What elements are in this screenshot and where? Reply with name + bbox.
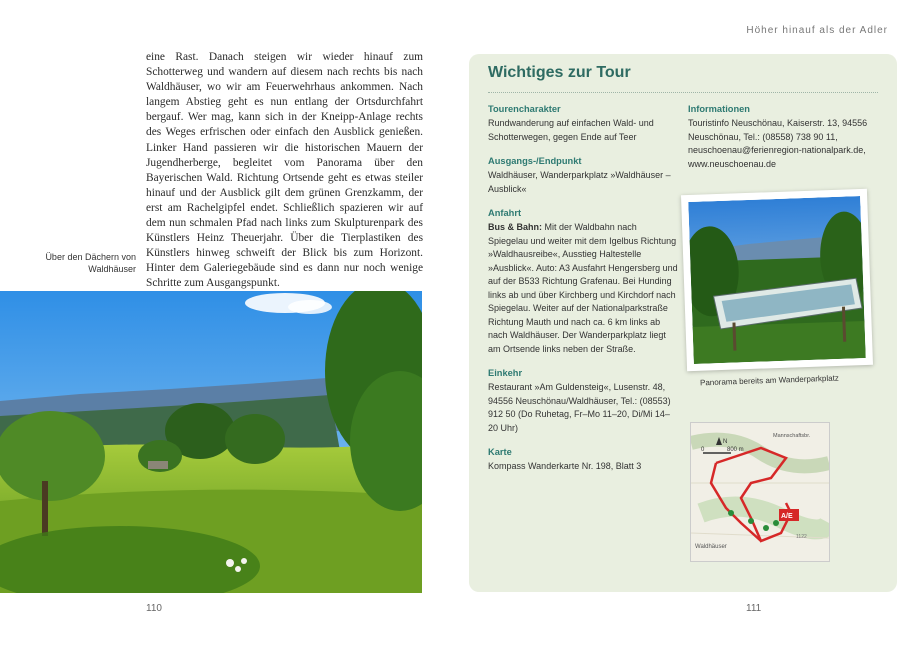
page-number-right: 111	[746, 603, 762, 614]
section-text-informationen: Touristinfo Neuschönau, Kaiserstr. 13, 94556 Neuschönau, Tel.: (08558) 738 90 11, neuschoenau@ferienregion-nationalpark.de, www.neuschoenau.de	[688, 118, 868, 169]
section-heading-karte: Karte	[488, 447, 512, 457]
map-start-marker: A/E	[781, 513, 793, 520]
map-elevation: 1122	[796, 534, 807, 540]
landscape-photo	[0, 291, 422, 593]
panorama-photo-frame	[681, 189, 873, 371]
section-heading-tourencharakter: Tourencharakter	[488, 104, 561, 114]
photo-caption-left: Über den Dächern von Waldhäuser	[45, 252, 136, 274]
map-scale: 800 m	[727, 447, 744, 453]
page-number-left: 110	[146, 603, 162, 614]
section-heading-informationen: Informationen	[688, 104, 750, 114]
info-column-left	[488, 103, 678, 485]
anfahrt-lead: Bus & Bahn:	[488, 222, 542, 232]
info-box-title: Wichtiges zur Tour	[488, 64, 631, 81]
panorama-photo-illustration	[688, 196, 866, 364]
section-heading-ausgangspunkt: Ausgangs-/Endpunkt	[488, 156, 582, 166]
title-divider	[488, 92, 878, 93]
route-map-illustration	[691, 423, 829, 561]
section-heading-einkehr: Einkehr	[488, 368, 523, 378]
section-text-ausgangspunkt: Waldhäuser, Wanderparkplatz »Waldhäuser – Ausblick«	[488, 170, 671, 194]
map-scale-zero: 0	[701, 447, 705, 453]
section-text-anfahrt	[488, 221, 678, 356]
map-place-top: Mannschaftsbr.	[773, 433, 811, 439]
section-text-einkehr: Restaurant »Am Guldensteig«, Lusenstr. 48, 94556 Neuschönau/Waldhäuser, Tel.: (08553) 912 50 (Do Ruhetag, Fr–Mo 11–20, Di/Mi 14–20 Uhr)	[488, 382, 671, 433]
anfahrt-text: Mit der Waldbahn nach Spiegelau und weiter mit dem Igelbus Richtung »Waldhausreibe«, Ausstieg Haltestelle »Ausblick«. Auto: A3 Ausfahrt Hengersberg und auf der B533 Richtung Grafenau. Bei Hunding links ab und über Kirchberg und Kirchdorf nach Spiegelau. Weiter auf der Nationalparkstraße Richtung Mauth und nach ca. 6 km links ab nach Waldhäuser. Der Wanderparkplatz liegt am Ortsende links neben der Straße.	[488, 222, 678, 354]
landscape-photo-illustration	[0, 291, 422, 593]
section-heading-anfahrt: Anfahrt	[488, 208, 522, 218]
body-text: eine Rast. Danach steigen wir wieder hinauf zum Schotterweg und wandern auf diesem nach rechts bis nach Waldhäuser, wo wir am Feuerwehrhaus ankommen. Nach langem Abstieg geht es nun entlang der Ortsdurchfahrt bergauf. Wer mag, kann sich in der Kneipp-Anlage rechts des Weges erfrischen oder einfach den Ausblick genießen. Linker Hand passieren wir die historischen Mauern der Jugendherberge, begleitet vom Panorama über den Bayerischen Wald. Richtung Ortsende geht es etwas steiler hinauf und der Ausblick gilt dem grünen Grenzkamm, der erst am Rachelgipfel endet. Schließlich spazieren wir auf dem nun schmalen Pfad nach links zum Skulpturenpark des Künstlers Heinz Theuerjahr. Über die Tierplastiken des Künstlers hinweg schweift der Blick bis zum Horizont. Hinter dem Galeriegebäude sind es dann nur noch wenige Schritte zum Ausgangspunkt.	[146, 51, 423, 290]
info-column-right	[688, 103, 883, 182]
route-map	[690, 422, 830, 562]
map-north-label: N	[723, 439, 728, 445]
section-text-tourencharakter: Rundwanderung auf einfachen Wald- und Schotterwegen, gegen Ende auf Teer	[488, 118, 654, 142]
photo-caption-right: Panorama bereits am Wanderparkplatz	[699, 373, 840, 388]
running-title: Höher hinauf als der Adler	[746, 25, 888, 36]
panorama-photo	[688, 196, 866, 364]
section-text-karte: Kompass Wanderkarte Nr. 198, Blatt 3	[488, 461, 642, 471]
map-place-bottom: Waldhäuser	[695, 544, 727, 550]
